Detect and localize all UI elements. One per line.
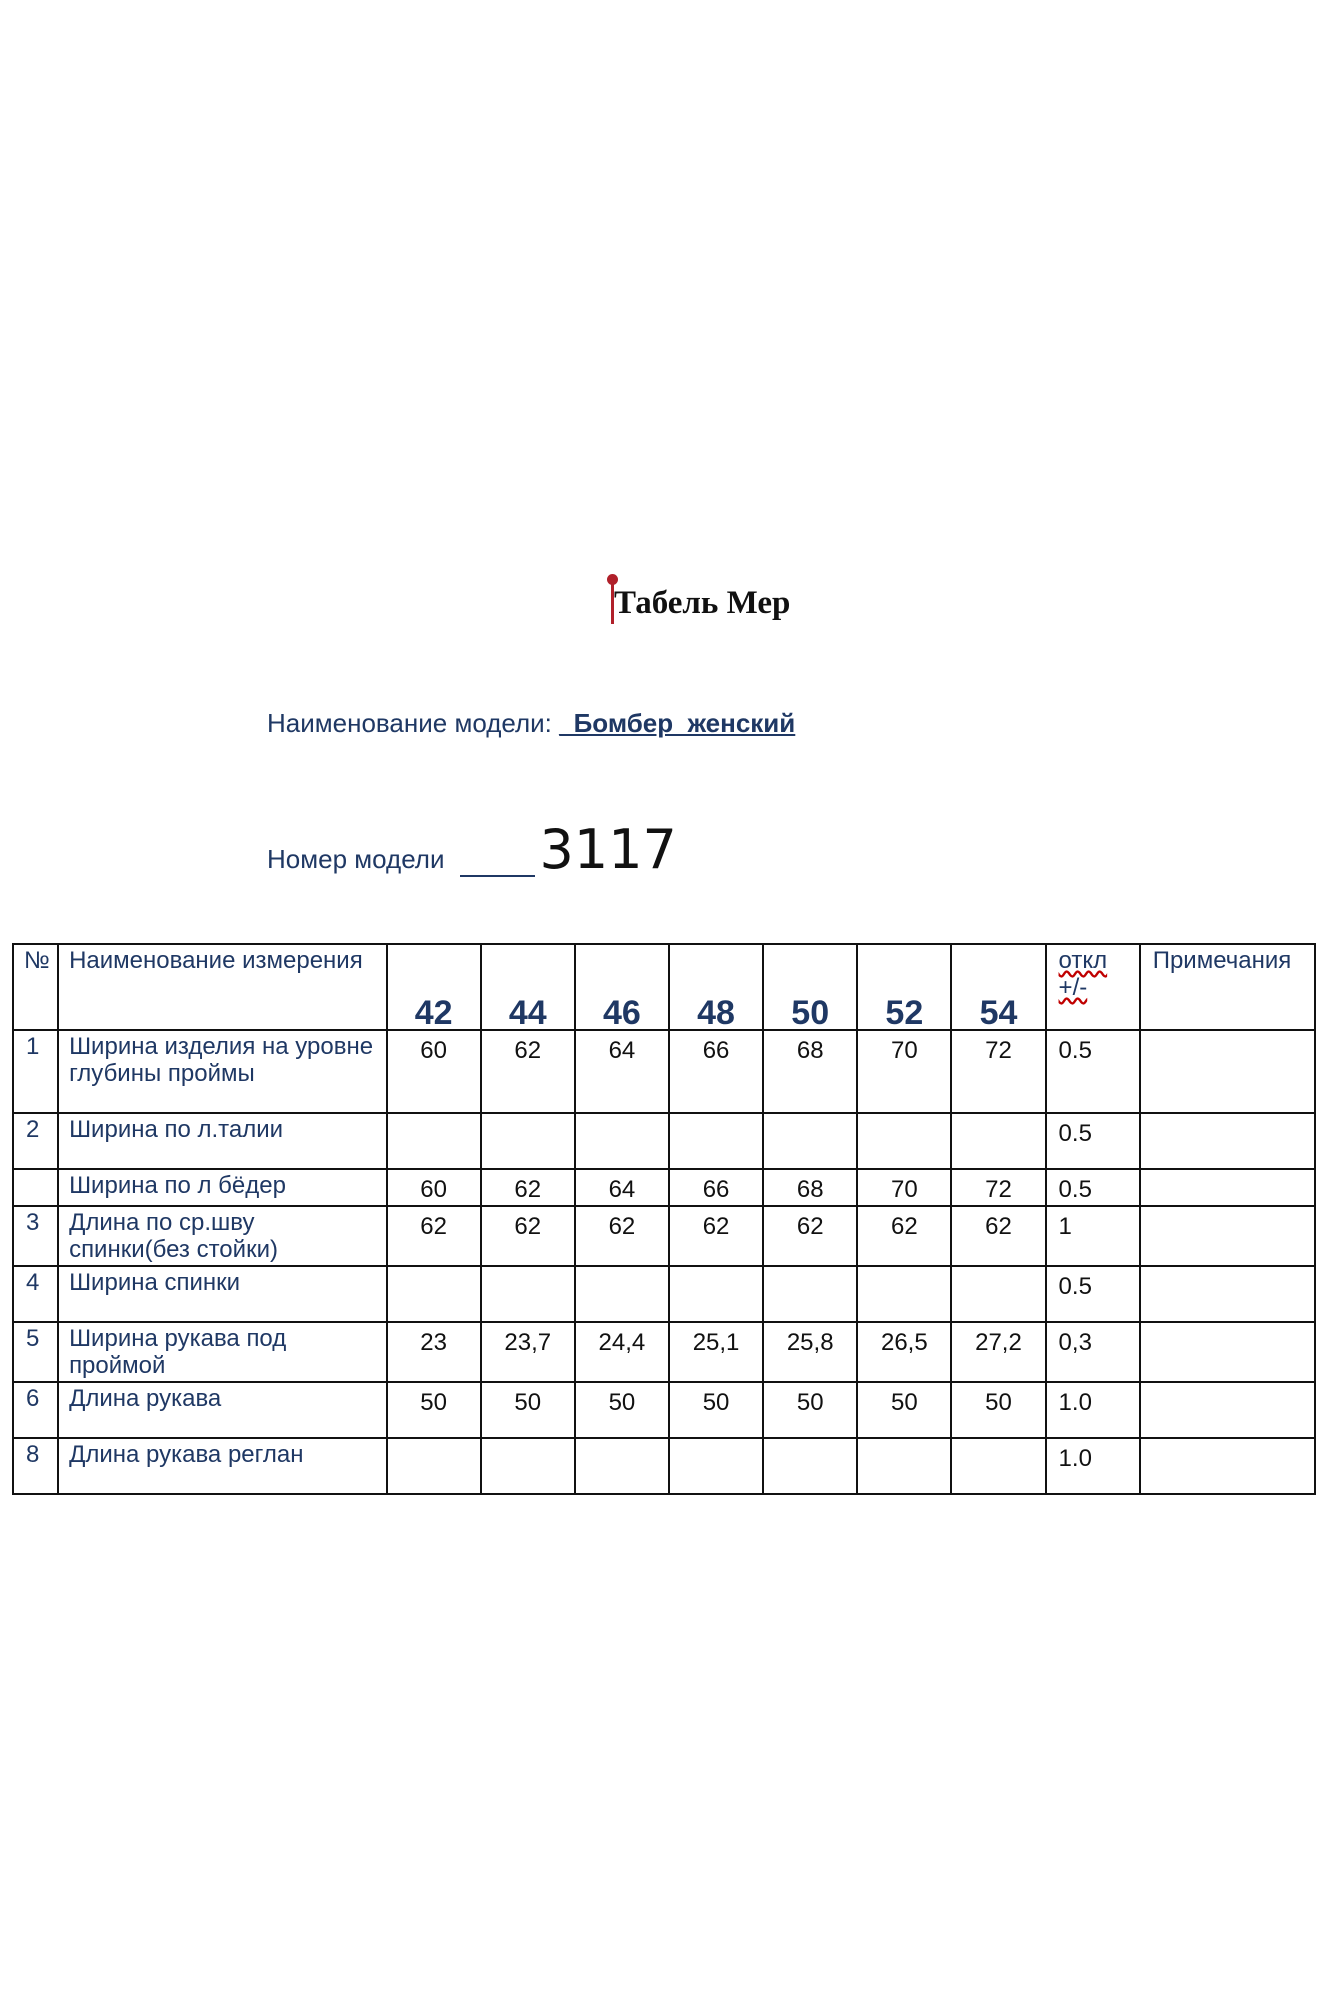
document-title: Табель Мер (614, 585, 791, 621)
size-value (575, 1266, 669, 1322)
deviation-value: 0.5 (1046, 1169, 1140, 1206)
measurement-name: Ширина рукава под проймой (58, 1322, 387, 1382)
size-value (387, 1113, 481, 1169)
size-value (387, 1266, 481, 1322)
notes-cell (1140, 1266, 1315, 1322)
size-value: 64 (575, 1169, 669, 1206)
notes-cell (1140, 1030, 1315, 1113)
size-value: 62 (387, 1206, 481, 1266)
table-row (13, 1113, 1315, 1169)
model-number-value: 3117 (539, 818, 677, 881)
size-value (763, 1113, 857, 1169)
size-value (951, 1438, 1045, 1494)
size-value: 62 (481, 1169, 575, 1206)
notes-cell (1140, 1113, 1315, 1169)
model-number-line (267, 818, 677, 881)
table-row (13, 1206, 1315, 1266)
notes-cell (1140, 1438, 1315, 1494)
size-value: 66 (669, 1030, 763, 1113)
deviation-value: 1 (1046, 1206, 1140, 1266)
measurement-name: Ширина изделия на уровне глубины проймы (58, 1030, 387, 1113)
table-row (13, 1030, 1315, 1113)
deviation-value: 0.5 (1046, 1113, 1140, 1169)
size-value: 23,7 (481, 1322, 575, 1382)
size-value (857, 1266, 951, 1322)
header-size: 42 (387, 944, 481, 1030)
size-value (763, 1438, 857, 1494)
header-size: 44 (481, 944, 575, 1030)
size-value: 70 (857, 1169, 951, 1206)
header-size: 48 (669, 944, 763, 1030)
size-value (669, 1438, 763, 1494)
size-value: 62 (857, 1206, 951, 1266)
deviation-value: 0.5 (1046, 1030, 1140, 1113)
size-value: 68 (763, 1169, 857, 1206)
measurement-name: Ширина по л.талии (58, 1113, 387, 1169)
deviation-value: 1.0 (1046, 1438, 1140, 1494)
size-value: 60 (387, 1169, 481, 1206)
header-deviation-text: откл +/- (1058, 947, 1108, 1001)
size-value: 25,8 (763, 1322, 857, 1382)
measurement-name: Длина по ср.шву спинки(без стойки) (58, 1206, 387, 1266)
measurement-table (12, 943, 1316, 1495)
measurement-name: Ширина спинки (58, 1266, 387, 1322)
row-number: 4 (13, 1266, 58, 1322)
size-value (763, 1266, 857, 1322)
model-name-line (267, 708, 795, 739)
size-value: 23 (387, 1322, 481, 1382)
size-value: 70 (857, 1030, 951, 1113)
header-size: 46 (575, 944, 669, 1030)
table-row (13, 1169, 1315, 1206)
model-number-blank (460, 844, 535, 877)
row-number: 3 (13, 1206, 58, 1266)
size-value: 25,1 (669, 1322, 763, 1382)
row-number: 6 (13, 1382, 58, 1438)
notes-cell (1140, 1322, 1315, 1382)
header-no: № (13, 944, 58, 1030)
size-value: 68 (763, 1030, 857, 1113)
table-row (13, 1322, 1315, 1382)
size-value: 72 (951, 1169, 1045, 1206)
size-value (669, 1266, 763, 1322)
notes-cell (1140, 1169, 1315, 1206)
model-number-label: Номер модели (267, 844, 445, 874)
size-value: 72 (951, 1030, 1045, 1113)
size-value: 50 (763, 1382, 857, 1438)
table-header-row (13, 944, 1315, 1030)
size-value (481, 1113, 575, 1169)
size-value: 66 (669, 1169, 763, 1206)
size-value (669, 1113, 763, 1169)
size-value: 62 (481, 1206, 575, 1266)
size-value: 62 (575, 1206, 669, 1266)
size-value: 50 (575, 1382, 669, 1438)
size-value (951, 1266, 1045, 1322)
header-deviation (1046, 944, 1140, 1030)
header-notes: Примечания (1140, 944, 1315, 1030)
size-value (951, 1113, 1045, 1169)
deviation-value: 0.5 (1046, 1266, 1140, 1322)
row-number: 1 (13, 1030, 58, 1113)
notes-cell (1140, 1206, 1315, 1266)
size-value (857, 1113, 951, 1169)
size-value: 27,2 (951, 1322, 1045, 1382)
size-value: 60 (387, 1030, 481, 1113)
header-size: 52 (857, 944, 951, 1030)
size-value: 50 (951, 1382, 1045, 1438)
size-value: 24,4 (575, 1322, 669, 1382)
row-number: 8 (13, 1438, 58, 1494)
size-value (481, 1266, 575, 1322)
table-row (13, 1266, 1315, 1322)
size-value (481, 1438, 575, 1494)
deviation-value: 1.0 (1046, 1382, 1140, 1438)
size-value: 26,5 (857, 1322, 951, 1382)
size-value: 50 (481, 1382, 575, 1438)
size-value: 62 (481, 1030, 575, 1113)
size-value: 50 (669, 1382, 763, 1438)
header-name: Наименование измерения (58, 944, 387, 1030)
size-value (575, 1113, 669, 1169)
row-number: 5 (13, 1322, 58, 1382)
size-value: 62 (669, 1206, 763, 1266)
size-value: 50 (387, 1382, 481, 1438)
table-row (13, 1382, 1315, 1438)
deviation-value: 0,3 (1046, 1322, 1140, 1382)
row-number: 2 (13, 1113, 58, 1169)
size-value: 64 (575, 1030, 669, 1113)
size-value: 62 (951, 1206, 1045, 1266)
model-name-label: Наименование модели: (267, 708, 552, 738)
table-row (13, 1438, 1315, 1494)
size-value (387, 1438, 481, 1494)
measurement-name: Длина рукава реглан (58, 1438, 387, 1494)
size-value: 62 (763, 1206, 857, 1266)
header-size: 54 (951, 944, 1045, 1030)
row-number (13, 1169, 58, 1206)
size-value (857, 1438, 951, 1494)
measurement-name: Длина рукава (58, 1382, 387, 1438)
model-name-value: _Бомбер женский (559, 708, 796, 738)
size-value (575, 1438, 669, 1494)
header-size: 50 (763, 944, 857, 1030)
measurement-name: Ширина по л бёдер (58, 1169, 387, 1206)
notes-cell (1140, 1382, 1315, 1438)
size-value: 50 (857, 1382, 951, 1438)
